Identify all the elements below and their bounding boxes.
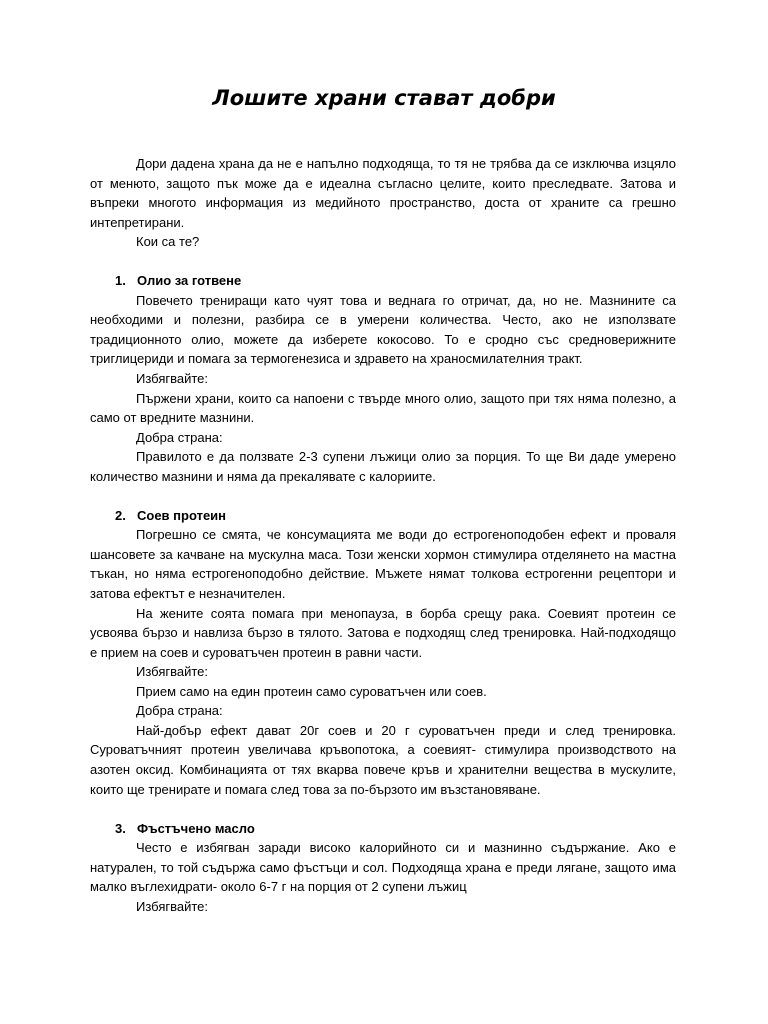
section-title: Фъстъчено масло: [137, 820, 255, 836]
section-paragraph: Повечето трениращи като чуят това и веднага го отричат, да, но не. Мазнините са необходими и полезни, разбира се в умерени количества. Често, ако не използвате традиционното олио, можете да изберете кокосово. То е сродно със средноверижните триглицериди и помага за термогенезиса и здравето на храносмилателния тракт.: [90, 292, 676, 367]
spacer: [90, 799, 676, 819]
section-paragraph: Погрешно се смята, че консумацията ме води до естрогеноподобен ефект и проваля шансовете за качване на мускулна маса. Този женски хормон стимулира отделянето на мастна тъкан, но няма естрогеноподобно действие. Мъжете нямат толкова естрогенни рецептори и затова ефектът е незначителен.: [90, 527, 676, 602]
avoid-label: Избягвайте:: [136, 898, 209, 914]
intro-question: Кои са те?: [136, 234, 200, 250]
section-paragraph: Пържени храни, които са напоени с твърде много олио, защото при тях няма полезно, а само от вредните мазнини.: [90, 390, 676, 426]
section-paragraph: Прием само на един протеин само суроватъчен или соев.: [136, 683, 487, 699]
document-title: Лошите храни стават добри: [212, 86, 556, 110]
section-title: Олио за готвене: [137, 273, 242, 289]
section-paragraph: Правилото е да ползвате 2-3 супени лъжици олио за порция. То ще Ви даде умерено количество мазнини и няма да прекалявате с калориите.: [90, 449, 676, 484]
section-paragraph: Често е избягван заради високо калорийното си и мазнинно съдържание. Ако е натурален, то той съдържа само фъстъци и сол. Подходяща храна е преди лягане, защото има малко въглехидрати- около 6-7 г на порция от 2 супени лъжиц: [90, 840, 676, 895]
section-number: 3.: [115, 820, 126, 836]
document-body: [90, 154, 676, 916]
section-number: 1.: [115, 273, 126, 289]
good-side-label: Добра страна:: [136, 429, 223, 445]
avoid-label: Избягвайте:: [136, 664, 209, 680]
spacer: [90, 486, 676, 506]
intro-paragraph: Дори дадена храна да не е напълно подходяща, то тя не трябва да се изключва изцяло от менюто, защото пък може да е идеална съгласно целите, които преследвате. Затова и въпреки многото информация из медийното пространство, доста от храните са грешно интепретирани.: [90, 156, 676, 230]
section-heading: [90, 271, 676, 291]
good-side-label: Добра страна:: [136, 703, 223, 719]
spacer: [90, 252, 676, 272]
section-paragraph: Най-добър ефект дават 20г соев и 20 г суроватъчен преди и след тренировка. Суроватъчният протеин увеличава кръвопотока, а соевият- стимулира производството на азотен оксид. Комбинацията от тях вкарва повече кръв и хранителни вещества в мускулите, които ще тренирате и помага след това за по-бързото им възстановяване.: [90, 722, 676, 797]
section-heading: [90, 819, 676, 839]
section-title: Соев протеин: [137, 507, 227, 523]
avoid-label: Избягвайте:: [136, 371, 209, 387]
section-paragraph: На жените соята помага при менопауза, в борба срещу рака. Соевият протеин се усвоява бързо и навлиза бързо в тялото. Затова е подходящ след тренировка. Най-подходящо е прием на соев и суроватъчен протеин в равни части.: [90, 605, 676, 660]
section-heading: [90, 506, 676, 526]
section-number: 2.: [115, 507, 126, 523]
